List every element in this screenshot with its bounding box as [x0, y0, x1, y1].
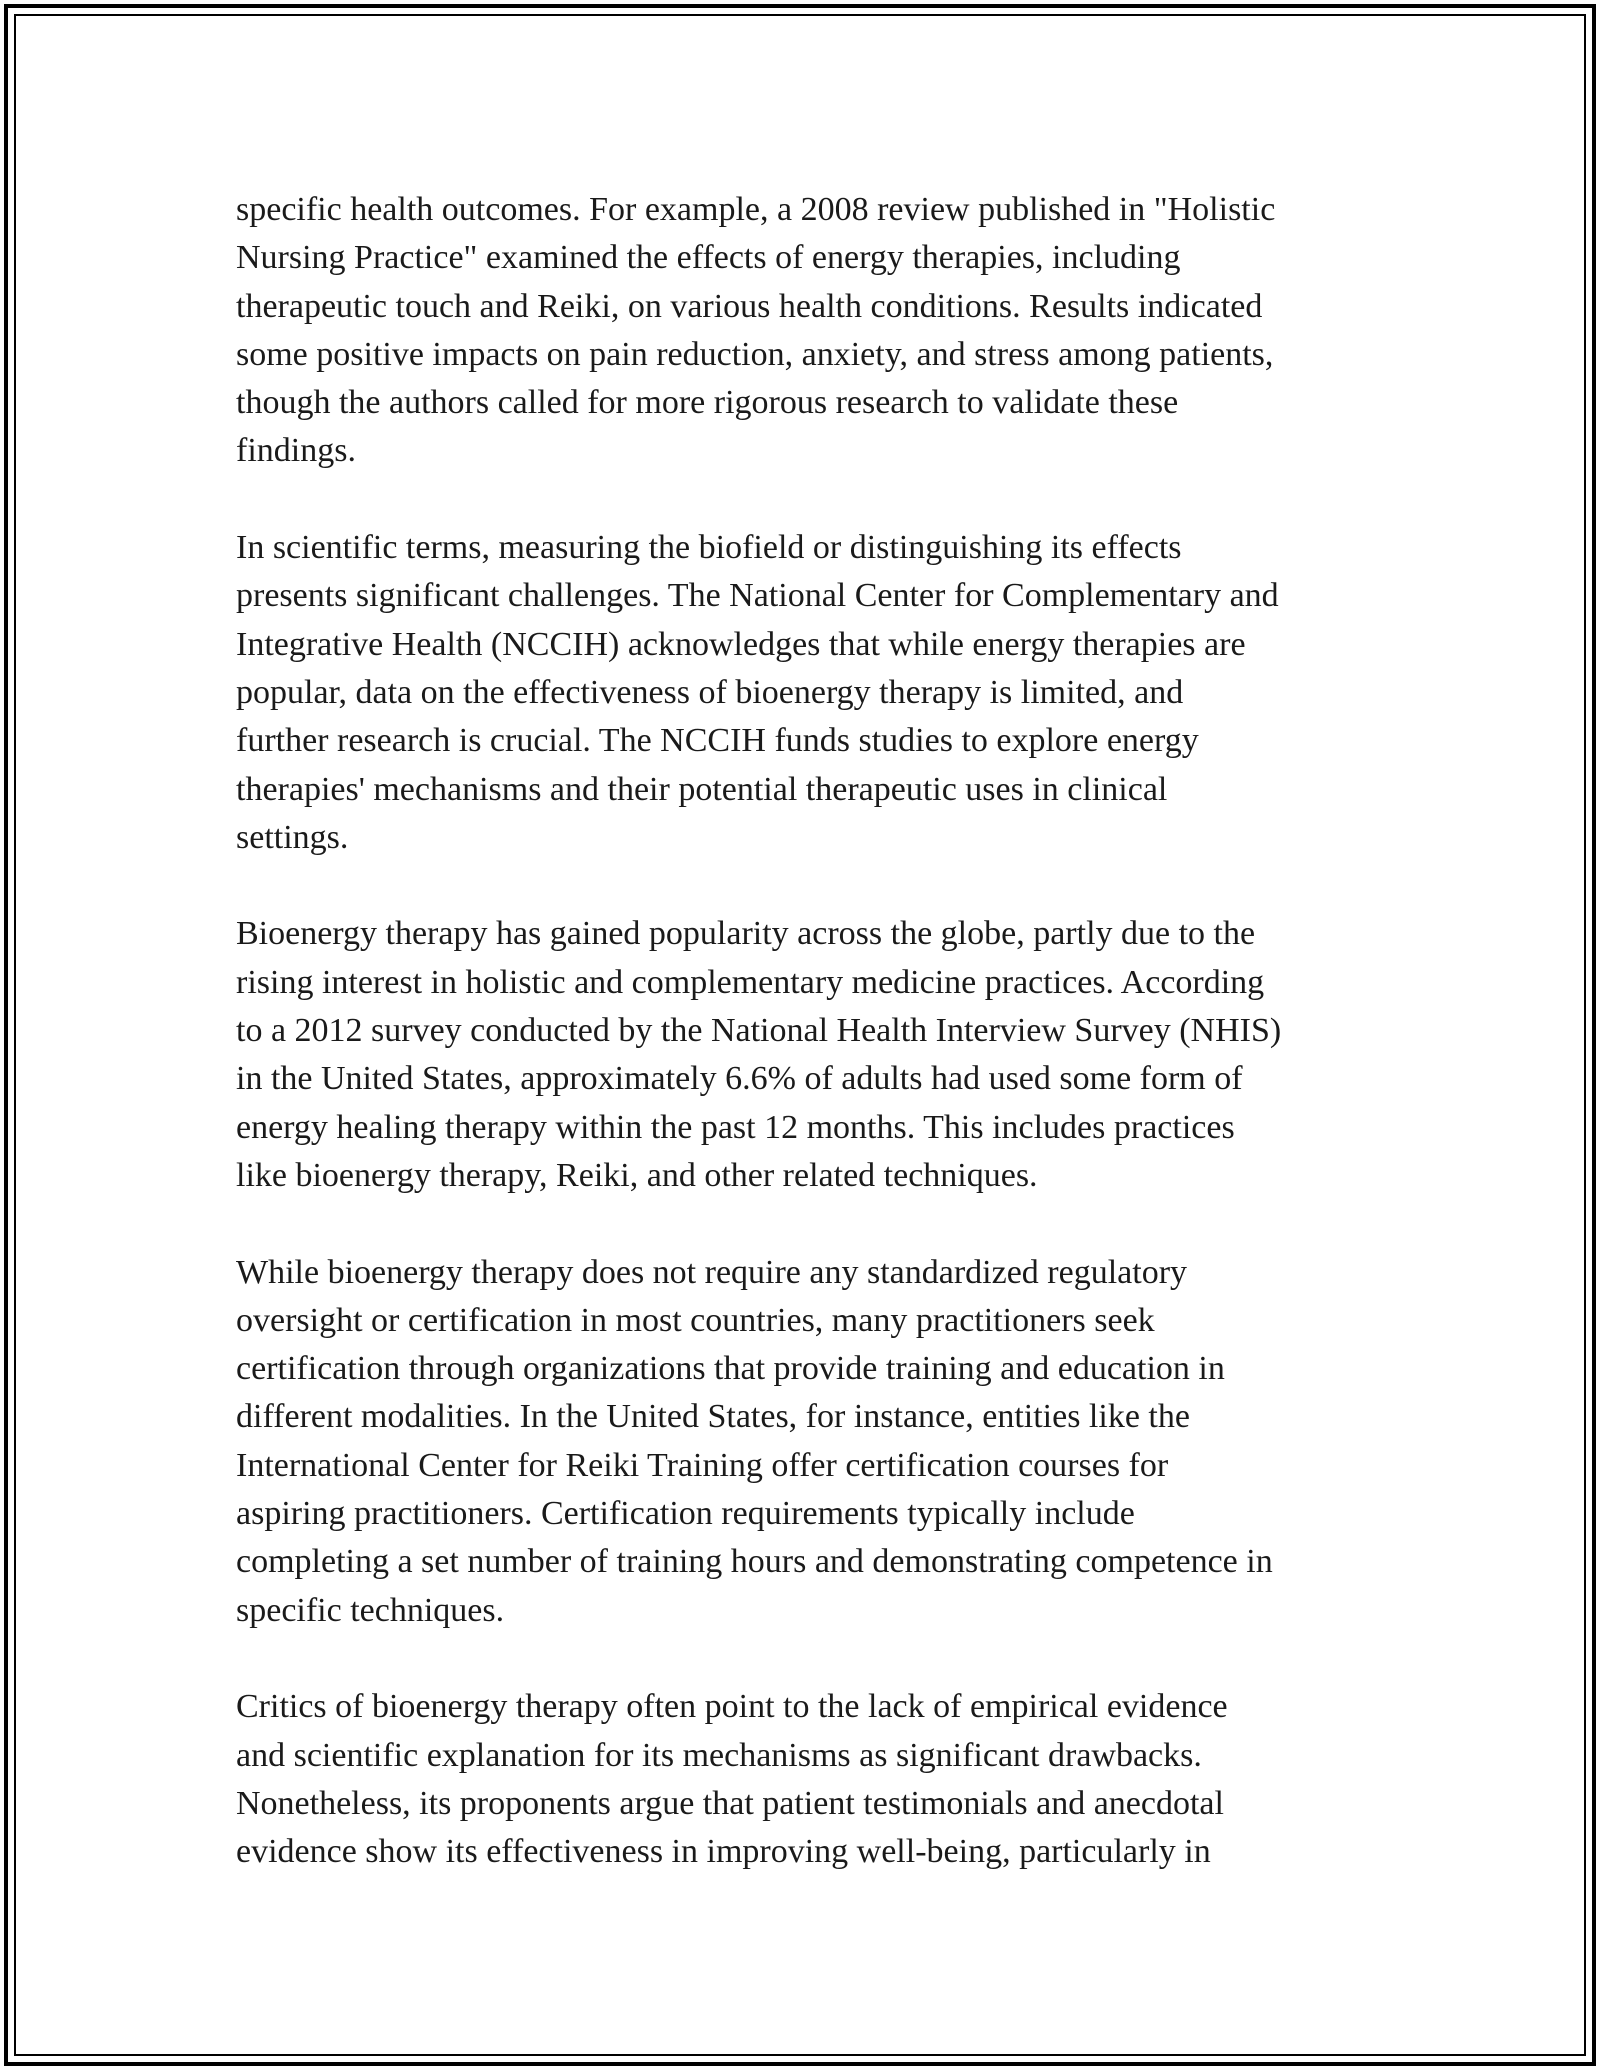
text-line: in the United States, approximately 6.6% of adults had used some form of — [236, 1060, 1243, 1098]
text-line: Critics of bioenergy therapy often point to the lack of empirical evidence — [236, 1688, 1228, 1726]
text-line: different modalities. In the United States, for instance, entities like the — [236, 1398, 1190, 1436]
text-line: to a 2012 survey conducted by the National Health Interview Survey (NHIS) — [236, 1012, 1282, 1050]
document-body — [236, 186, 1366, 1925]
text-line: specific techniques. — [236, 1591, 505, 1629]
text-line: though the authors called for more rigorous research to validate these — [236, 384, 1179, 422]
paragraph-popularity — [236, 910, 1366, 1200]
text-line: rising interest in holistic and complementary medicine practices. According — [236, 963, 1265, 1001]
text-line: and scientific explanation for its mechanisms as significant drawbacks. — [236, 1736, 1202, 1774]
text-line: specific health outcomes. For example, a 2008 review published in "Holistic — [236, 191, 1276, 228]
text-line: findings. — [236, 432, 356, 470]
text-line: Nonetheless, its proponents argue that patient testimonials and anecdotal — [236, 1784, 1224, 1822]
text-line: therapies' mechanisms and their potential therapeutic uses in clinical — [236, 770, 1168, 808]
text-line: aspiring practitioners. Certification requirements typically include — [236, 1495, 1135, 1533]
paragraph-scientific-terms — [236, 524, 1366, 862]
text-line: presents significant challenges. The National Center for Complementary and — [236, 577, 1279, 615]
paragraph-certification — [236, 1249, 1366, 1635]
text-line: therapeutic touch and Reiki, on various health conditions. Results indicated — [236, 287, 1263, 325]
text-line: completing a set number of training hours and demonstrating competence in — [236, 1543, 1273, 1581]
paragraph-critics — [236, 1683, 1366, 1876]
text-line: Integrative Health (NCCIH) acknowledges that while energy therapies are — [236, 625, 1246, 663]
text-line: evidence show its effectiveness in improving well-being, particularly in — [236, 1833, 1211, 1871]
text-line: Nursing Practice" examined the effects of energy therapies, including — [236, 239, 1181, 277]
text-line: While bioenergy therapy does not require any standardized regulatory — [236, 1253, 1188, 1291]
text-line: International Center for Reiki Training offer certification courses for — [236, 1446, 1169, 1484]
text-line: popular, data on the effectiveness of bioenergy therapy is limited, and — [236, 673, 1184, 711]
text-line: Bioenergy therapy has gained popularity across the globe, partly due to the — [236, 915, 1256, 953]
paragraph-health-outcomes — [236, 186, 1366, 476]
text-line: like bioenergy therapy, Reiki, and other related techniques. — [236, 1156, 1038, 1194]
text-line: some positive impacts on pain reduction, anxiety, and stress among patients, — [236, 335, 1274, 373]
text-line: further research is crucial. The NCCIH funds studies to explore energy — [236, 722, 1199, 760]
text-line: oversight or certification in most countries, many practitioners seek — [236, 1301, 1155, 1339]
text-line: settings. — [236, 818, 349, 856]
text-line: In scientific terms, measuring the biofield or distinguishing its effects — [236, 529, 1182, 567]
text-line: certification through organizations that provide training and education in — [236, 1350, 1225, 1388]
text-line: energy healing therapy within the past 12 months. This includes practices — [236, 1108, 1235, 1146]
